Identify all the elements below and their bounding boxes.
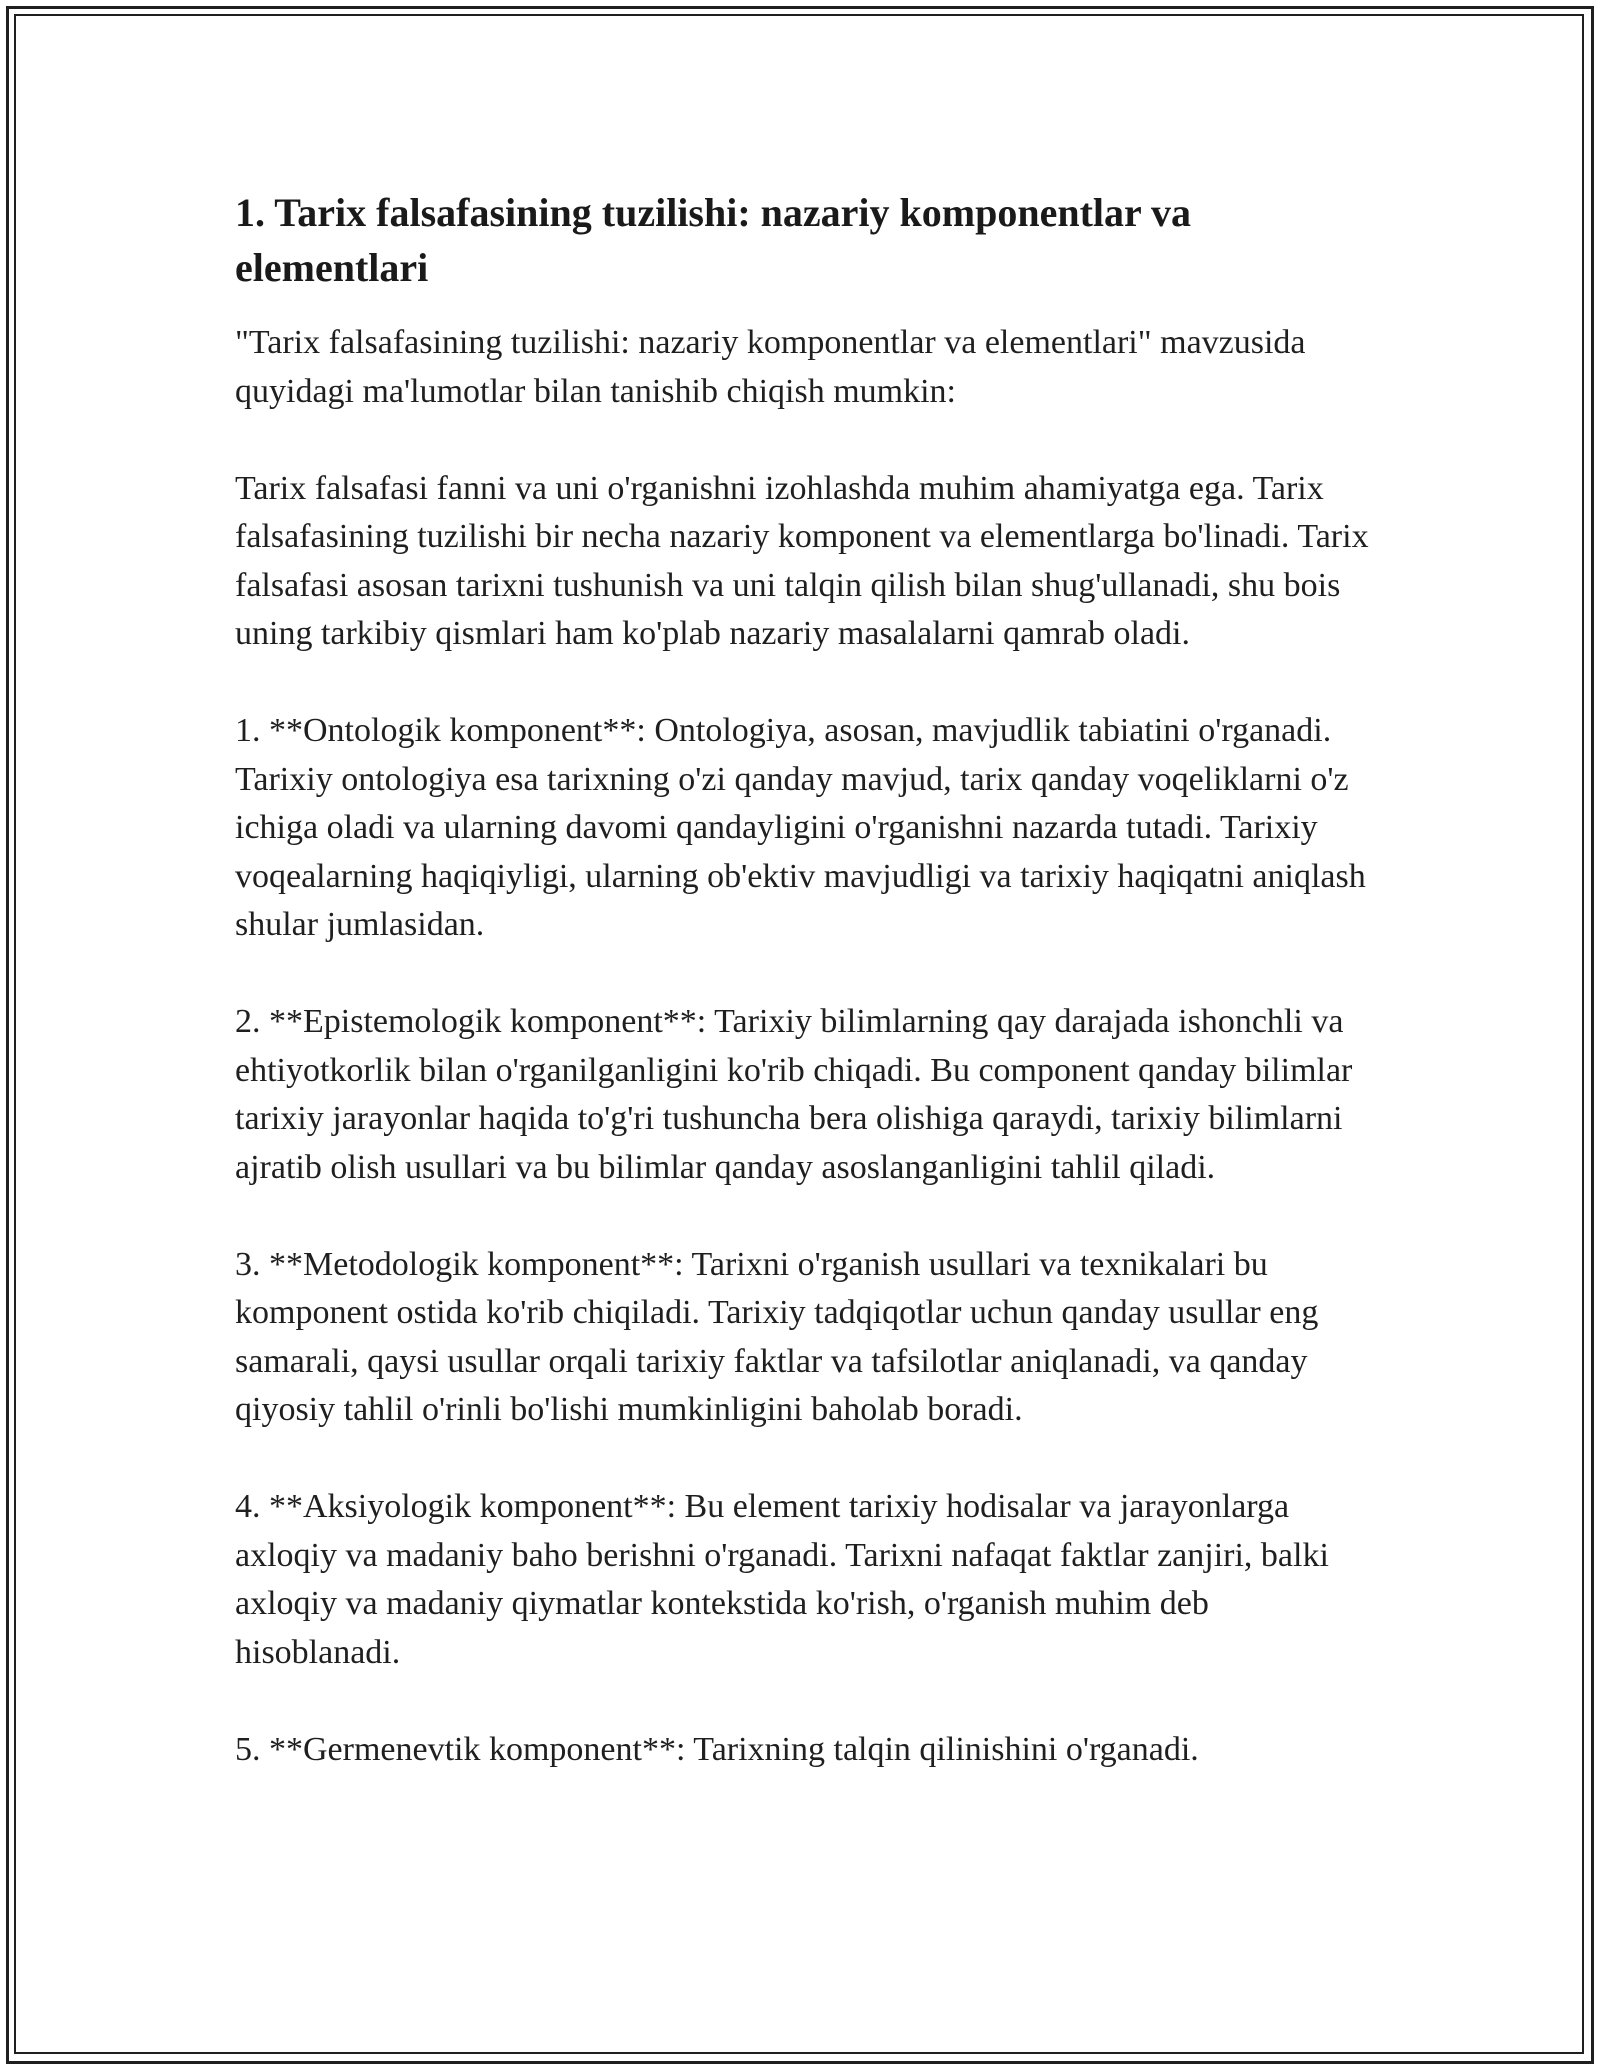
epistemological-component-paragraph: 2. **Epistemologik komponent**: Tarixiy bilimlarning qay darajada ishonchli va ehtiyotkorlik bilan o'rganilganligini ko'rib chiqadi. Bu component qanday bilimlar tarixiy jarayonlar haqida to'g'ri tushuncha bera olishiga qaraydi, tarixiy bilimlarni ajratib olish usullari va bu bilimlar qanday asoslanganligini tahlil qiladi. — [235, 1003, 1353, 1186]
document-title: 1. Tarix falsafasining tuzilishi: nazariy komponentlar va elementlari — [235, 190, 1192, 290]
document-body — [235, 185, 1370, 1774]
intro-paragraph: "Tarix falsafasining tuzilishi: nazariy komponentlar va elementlari" mavzusida quyidagi ma'lumotlar bilan tanishib chiqish mumkin: — [235, 324, 1306, 410]
axiological-component-paragraph: 4. **Aksiyologik komponent**: Bu element tarixiy hodisalar va jarayonlarga axloqiy va madaniy baho berishni o'rganadi. Tarixni nafaqat faktlar zanjiri, balki axloqiy va madaniy qiymatlar kontekstida ko'rish, o'rganish muhim deb hisoblanadi. — [235, 1488, 1329, 1671]
overview-paragraph: Tarix falsafasi fanni va uni o'rganishni izohlashda muhim ahamiyatga ega. Tarix falsafasining tuzilishi bir necha nazariy komponent va elementlarga bo'linadi. Tarix falsafasi asosan tarixni tushunish va uni talqin qilish bilan shug'ullanadi, shu bois uning tarkibiy qismlari ham ko'plab nazariy masalalarni qamrab oladi. — [235, 469, 1369, 652]
ontological-component-paragraph: 1. **Ontologik komponent**: Ontologiya, asosan, mavjudlik tabiatini o'rganadi. Tarixiy ontologiya esa tarixning o'zi qanday mavjud, tarix qanday voqeliklarni o'z ichiga oladi va ularning davomi qandayligini o'rganishni nazarda tutadi. Tarixiy voqealarning haqiqiyligi, ularning ob'ektiv mavjudligi va tarixiy haqiqatni aniqlash shular jumlasidan. — [235, 712, 1366, 943]
hermeneutic-component-paragraph: 5. **Germenevtik komponent**: Tarixning talqin qilinishini o'rganadi. — [235, 1730, 1199, 1768]
methodological-component-paragraph: 3. **Metodologik komponent**: Tarixni o'rganish usullari va texnikalari bu komponent ostida ko'rib chiqiladi. Tarixiy tadqiqotlar uchun qanday usullar eng samarali, qaysi usullar orqali tarixiy faktlar va tafsilotlar aniqlanadi, va qanday qiyosiy tahlil o'rinli bo'lishi mumkinligini baholab boradi. — [235, 1245, 1319, 1428]
